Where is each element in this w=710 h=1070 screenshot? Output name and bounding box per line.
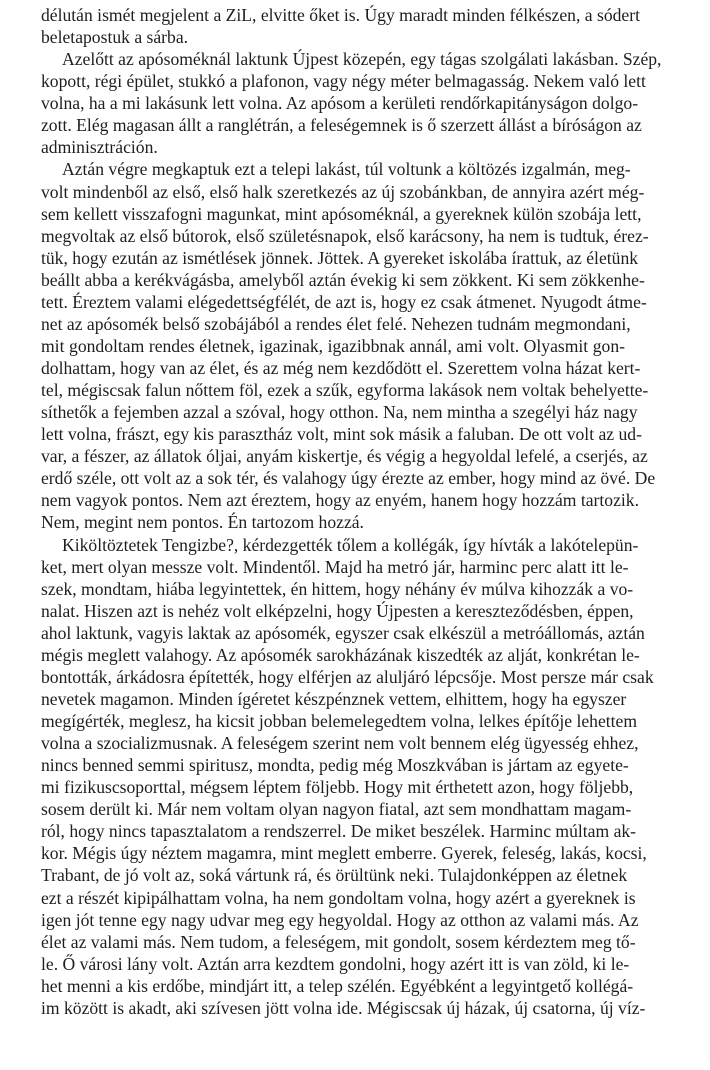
text-line: kopott, régi épület, stukkó a plafonon, vagy négy méter belmagasság. Nekem való lett: [41, 71, 646, 92]
text-line: erdő széle, ott volt az a sok tér, és valahogy úgy érezte az ember, hogy mind az övé. De: [41, 468, 656, 489]
text-line: volna a szocializmusnak. A feleségem szerint nem volt bennem elég ügyesség ehhez,: [41, 733, 639, 754]
text-line: volt mindenből az első, első halk szeretkezés az új szobánkban, de annyira azért még-: [41, 181, 645, 202]
text-line: sosem derült ki. Már nem voltam olyan nagyon fiatal, azt sem mondhattam magam-: [41, 799, 632, 820]
text-line: tük, hogy ezután az ismétlések jönnek. Jöttek. A gyereket iskolába írattuk, az életünk: [41, 247, 639, 268]
text-line: Trabant, de jó volt az, soká vártunk rá, és örültünk neki. Tulajdonképpen az életnek: [41, 865, 628, 886]
text-line: ról, hogy nincs tapasztalatom a rendszerrel. De miket beszélek. Harminc múltam ak-: [41, 821, 637, 842]
text-line: nem vagyok pontos. Nem azt éreztem, hogy az enyém, hanem hogy hozzám tartozik.: [41, 490, 639, 511]
text-line: Azelőtt az apósoméknál laktunk Újpest közepén, egy tágas szolgálati lakásban. Szép,: [62, 49, 662, 70]
paragraph: [41, 4, 640, 48]
text-line: nincs benned semmi spiritusz, mondta, pedig még Moszkvában is jártam az egyete-: [41, 755, 629, 776]
text-line: megígérték, meglesz, ha kicsit jobban belemelegedtem volna, lelkes építője lehettem: [41, 711, 638, 731]
text-line: zott. Elég magasan állt a ranglétrán, a feleségemnek is ő szerzett állást a bíróságon az: [41, 115, 642, 136]
text-line: nevetek magamon. Minden ígéretet készpénznek vettem, elhittem, hogy ha egyszer: [41, 688, 627, 709]
text-line: igen jót tenne egy nagy udvar meg egy hegyoldal. Hogy az otthon az valami más. Az: [41, 909, 639, 930]
text-line: dolhattam, hogy van az élet, és az még nem kezdődött el. Szerettem volna házat kert-: [41, 358, 641, 378]
text-line: le. Ő városi lány volt. Aztán arra kezdtem gondolni, hogy azért itt is van zöld, ki le-: [41, 953, 630, 974]
paragraph: [41, 534, 654, 1019]
text-line: bontották, árkádosra építették, hogy elférjen az aluljáró lépcsője. Most persze már csak: [41, 666, 654, 687]
text-line: síthetők a fejemben azzal a szóval, hogy otthon. Na, nem mintha a szegélyi ház nagy: [41, 402, 638, 423]
text-line: mit gondoltam rendes életnek, igazinak, igazibbnak annál, ami volt. Olyasmit gon-: [41, 335, 625, 356]
text-line: ahol laktunk, vagyis laktak az apósomék, egyszer csak elkészül a metróállomás, aztán: [41, 622, 645, 643]
text-line: im között is akadt, aki szívesen jött volna ide. Mégiscsak új házak, új csatorna, új víz-: [41, 997, 646, 1018]
book-page: [41, 4, 662, 1019]
paragraph: [41, 48, 662, 158]
text-line: tett. Éreztem valami elégedettségfélét, de azt is, hogy ez csak átmenet. Nyugodt átme-: [41, 291, 647, 312]
text-line: lett volna, frászt, egy kis parasztház volt, mint sok másik a faluban. De ott volt az ud-: [41, 424, 642, 445]
text-line: het menni a kis erdőbe, mindjárt itt, a telep szélén. Egyébként a legyintgető kollégá-: [41, 975, 634, 996]
text-line: net az apósomék belső szobájából a rendes élet felé. Nehezen tudnám megmondani,: [41, 313, 631, 334]
text-line: megvoltak az első bútorok, első születésnapok, első karácsony, ha nem is tudtuk, érez-: [41, 225, 649, 246]
text-line: Nem, megint nem pontos. Én tartozom hozzá.: [41, 512, 364, 533]
text-line: kor. Mégis úgy néztem magamra, mint meglett emberre. Gyerek, feleség, lakás, kocsi,: [41, 843, 647, 864]
text-line: élet az valami más. Nem tudom, a feleségem, mit gondolt, sosem kérdeztem meg tő-: [41, 931, 636, 952]
text-line: adminisztráción.: [41, 137, 158, 158]
paragraph: [41, 158, 656, 533]
text-line: var, a fészer, az állatok óljai, anyám kiskertje, és végig a hegyoldal lefelé, a cserjés, az: [41, 446, 648, 467]
text-line: tel, mégiscsak falun nőttem föl, ezek a szűk, egyforma lakások nem voltak behelyette-: [41, 380, 649, 401]
text-line: mi fizikuscsoporttal, mégsem léptem följebb. Hogy mit érthetett azon, hogy följebb,: [41, 777, 634, 798]
text-line: szek, mondtam, hiába legyintettek, én hittem, hogy néhány év múlva kihozzák a vo-: [41, 578, 634, 599]
text-line: mégis meglett valahogy. Az apósomék sarokházának kiszedték az alját, konkrétan le-: [41, 644, 640, 665]
text-line: volna, ha a mi lakásunk lett volna. Az apósom a kerületi rendőrkapitányságon dolgo-: [41, 93, 639, 114]
text-line: Kiköltöztetek Tengizbe?, kérdezgették tőlem a kollégák, így hívták a lakótelepün-: [62, 534, 639, 555]
text-line: délután ismét megjelent a ZiL, elvitte őket is. Úgy maradt minden félkészen, a sódert: [41, 5, 640, 25]
text-line: ket, mert olyan messze volt. Mindentől. Majd ha metró jár, harminc perc alatt itt le-: [41, 556, 629, 577]
text-line: beletapostuk a sárba.: [41, 27, 189, 48]
text-line: beállt abba a kerékvágásba, amelyből aztán évekig ki sem zökkent. Ki sem zökkenhe-: [41, 269, 645, 290]
text-line: Aztán végre megkaptuk ezt a telepi lakást, túl voltunk a költözés izgalmán, meg-: [62, 159, 631, 180]
text-line: ezt a részét kipipálhattam volna, ha nem gondoltam volna, hogy azért a gyereknek is: [41, 887, 636, 908]
text-line: nalat. Hiszen azt is nehéz volt elképzelni, hogy Újpesten a kereszteződésben, éppen,: [41, 600, 634, 621]
text-line: sem kellett visszafogni magunkat, mint apósoméknál, a gyereknek külön szobája lett,: [41, 203, 642, 224]
